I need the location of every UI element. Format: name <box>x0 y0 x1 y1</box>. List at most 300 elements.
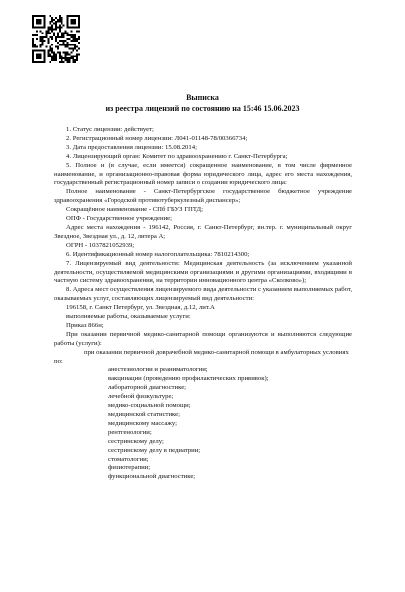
qr-module <box>55 27 57 29</box>
qr-module <box>78 53 80 55</box>
qr-module <box>32 61 34 63</box>
qr-module <box>53 28 55 30</box>
qr-module <box>78 36 80 38</box>
qr-module <box>61 17 63 19</box>
qr-module <box>67 21 69 23</box>
qr-module <box>70 15 72 17</box>
qr-module <box>68 15 70 17</box>
qr-module <box>32 53 34 55</box>
qr-module <box>74 46 76 48</box>
qr-module <box>74 19 76 21</box>
license-status: 1. Статус лицензии: действует; <box>66 126 154 133</box>
qr-module <box>44 57 46 59</box>
qr-module <box>59 19 61 21</box>
qr-module <box>74 34 76 36</box>
qr-module <box>32 57 34 59</box>
qr-module <box>42 50 44 52</box>
qr-module <box>44 36 46 38</box>
qr-module <box>51 19 53 21</box>
qr-module <box>57 32 59 34</box>
qr-module <box>61 27 63 29</box>
qr-module <box>32 50 34 52</box>
org-legal-form: ОПФ - Государственное учреждение; <box>66 215 173 223</box>
qr-code <box>32 15 80 63</box>
qr-module <box>61 21 63 23</box>
qr-module <box>34 34 36 36</box>
qr-module <box>68 27 70 29</box>
qr-module <box>32 23 34 25</box>
qr-module <box>67 53 69 55</box>
qr-module <box>55 59 57 61</box>
qr-module <box>32 51 34 53</box>
qr-module <box>61 19 63 21</box>
qr-module <box>74 15 76 17</box>
qr-module <box>40 23 42 25</box>
qr-module <box>53 59 55 61</box>
qr-module <box>68 53 70 55</box>
qr-module <box>45 36 47 38</box>
qr-module <box>72 59 74 61</box>
qr-module <box>40 53 42 55</box>
qr-module <box>38 57 40 59</box>
qr-module <box>51 28 53 30</box>
qr-module <box>68 61 70 63</box>
service-item: физиотерапии; <box>108 464 151 472</box>
qr-module <box>59 27 61 29</box>
qr-module <box>57 46 59 48</box>
qr-module <box>78 21 80 23</box>
qr-module <box>57 34 59 36</box>
qr-module <box>63 57 65 59</box>
qr-module <box>67 23 69 25</box>
qr-module <box>53 55 55 57</box>
service-item: медико-социальной помощи; <box>108 402 191 410</box>
qr-module <box>74 48 76 50</box>
qr-module <box>67 51 69 53</box>
qr-module <box>74 61 76 63</box>
qr-module <box>32 59 34 61</box>
qr-module <box>55 36 57 38</box>
qr-module <box>36 27 38 29</box>
qr-module <box>67 19 69 21</box>
qr-module <box>78 25 80 27</box>
qr-module <box>65 40 67 42</box>
service-item: функциональной диагностике; <box>108 473 196 481</box>
qr-module <box>59 40 61 42</box>
qr-module <box>55 21 57 23</box>
qr-module <box>70 21 72 23</box>
qr-module <box>36 19 38 21</box>
qr-module <box>55 53 57 55</box>
qr-module <box>38 23 40 25</box>
qr-module <box>70 51 72 53</box>
qr-module <box>74 36 76 38</box>
qr-module <box>72 48 74 50</box>
qr-module <box>70 36 72 38</box>
qr-module <box>57 51 59 53</box>
qr-module <box>78 48 80 50</box>
qr-module <box>67 15 69 17</box>
qr-module <box>45 30 47 32</box>
qr-module <box>34 27 36 29</box>
qr-module <box>44 51 46 53</box>
qr-module <box>47 55 49 57</box>
qr-module <box>36 46 38 48</box>
qr-module <box>44 50 46 52</box>
qr-module <box>32 19 34 21</box>
qr-module <box>40 15 42 17</box>
qr-module <box>40 36 42 38</box>
qr-module <box>44 61 46 63</box>
qr-module <box>72 34 74 36</box>
qr-module <box>55 23 57 25</box>
qr-module <box>34 15 36 17</box>
licensed-activity: 7. Лицензируемый вид деятельности: Медицинская деятельность (за исключением указанной деятельности, осуществляемой медицинскими организациями и другими организациями, входящими в частную систему здравоохранения, на территории инновационного центра «Сколково»); <box>54 259 352 285</box>
qr-module <box>59 17 61 19</box>
qr-module <box>68 34 70 36</box>
qr-module <box>51 38 53 40</box>
qr-module <box>40 55 42 57</box>
qr-module <box>63 51 65 53</box>
qr-module <box>47 28 49 30</box>
qr-module <box>47 38 49 40</box>
qr-module <box>78 30 80 32</box>
qr-module <box>44 40 46 42</box>
qr-module <box>44 19 46 21</box>
qr-module <box>59 44 61 46</box>
qr-module <box>78 42 80 44</box>
qr-module <box>78 38 80 40</box>
qr-module <box>44 55 46 57</box>
qr-module <box>57 48 59 50</box>
qr-module <box>72 27 74 29</box>
qr-module <box>51 21 53 23</box>
service-item: вакцинации (проведению профилактических прививок); <box>108 375 269 383</box>
qr-module <box>70 27 72 29</box>
qr-module <box>40 61 42 63</box>
qr-module <box>44 59 46 61</box>
qr-module <box>32 34 34 36</box>
org-full-name: Полное наименование - Санкт-Петербургское государственное бюджетное учреждение здравоохранения «Городской противотуберкулезный диспансер»; <box>54 188 352 205</box>
qr-module <box>45 32 47 34</box>
qr-module <box>44 25 46 27</box>
qr-module <box>57 27 59 29</box>
qr-module <box>70 44 72 46</box>
service-item: сестринскому делу; <box>108 437 164 445</box>
qr-module <box>55 40 57 42</box>
qr-module <box>59 21 61 23</box>
qr-module <box>49 32 51 34</box>
qr-module <box>36 50 38 52</box>
qr-module <box>32 27 34 29</box>
qr-module <box>74 23 76 25</box>
qr-module <box>36 21 38 23</box>
qr-module <box>32 25 34 27</box>
qr-module <box>51 55 53 57</box>
qr-module <box>51 48 53 50</box>
qr-module <box>63 61 65 63</box>
qr-module <box>63 44 65 46</box>
qr-module <box>38 53 40 55</box>
qr-module <box>59 61 61 63</box>
qr-module <box>36 53 38 55</box>
qr-module <box>61 57 63 59</box>
qr-module <box>34 46 36 48</box>
qr-module <box>40 19 42 21</box>
qr-module <box>40 27 42 29</box>
qr-module <box>72 44 74 46</box>
qr-module <box>49 23 51 25</box>
qr-module <box>49 55 51 57</box>
qr-module <box>74 44 76 46</box>
works-heading: выполняемые работы, оказываемые услуги: <box>66 313 191 321</box>
qr-module <box>72 40 74 42</box>
qr-module <box>34 50 36 52</box>
org-address: Адрес места нахождения - 196142, Россия, г. Санкт-Петербург, вн.тер. г. муниципальный округ Звездное, Звездная ул., д. 12, литера А; <box>54 223 352 240</box>
org-short-name: Сокращённое наименование - СПб ГБУЗ ГПТД; <box>66 206 203 214</box>
qr-module <box>65 59 67 61</box>
qr-module <box>44 17 46 19</box>
service-item: сестринскому делу в педиатрии; <box>108 446 201 454</box>
qr-module <box>78 15 80 17</box>
qr-module <box>61 34 63 36</box>
qr-module <box>44 21 46 23</box>
qr-module <box>78 23 80 25</box>
qr-module <box>59 36 61 38</box>
qr-module <box>32 42 34 44</box>
qr-module <box>67 46 69 48</box>
qr-module <box>68 44 70 46</box>
qr-module <box>72 57 74 59</box>
qr-module <box>70 40 72 42</box>
qr-module <box>76 27 78 29</box>
qr-module <box>36 57 38 59</box>
qr-module <box>70 34 72 36</box>
qr-module <box>47 51 49 53</box>
qr-module <box>59 53 61 55</box>
qr-module <box>63 42 65 44</box>
qr-module <box>40 40 42 42</box>
qr-module <box>38 55 40 57</box>
qr-module <box>67 57 69 59</box>
section-8-intro: 8. Адреса мест осуществления лицензируемого вида деятельности с указанием выполняемых работ, оказываемых услуг, составляющих лицензируемый вид деятельности: <box>54 286 352 303</box>
qr-module <box>76 50 78 52</box>
qr-module <box>47 42 49 44</box>
qr-module <box>34 44 36 46</box>
qr-module <box>42 36 44 38</box>
license-reg-number: 2. Регистрационный номер лицензии: Л041-01148-78/00366734; <box>66 134 248 142</box>
section-5-intro: 5. Полное и (в случае, если имеется) сокращенное наименование, в том числе фирменное наименование, и организационно-правовая форма юридического лица, адрес его места нахождения, государственный регистрационный номер записи о создании юридического лица: <box>54 161 352 187</box>
qr-module <box>40 21 42 23</box>
qr-module <box>61 55 63 57</box>
qr-module <box>59 55 61 57</box>
qr-module <box>51 36 53 38</box>
qr-module <box>76 53 78 55</box>
qr-module <box>36 38 38 40</box>
qr-module <box>42 61 44 63</box>
qr-module <box>76 59 78 61</box>
qr-module <box>63 25 65 27</box>
qr-module <box>65 51 67 53</box>
qr-module <box>59 15 61 17</box>
qr-module <box>65 53 67 55</box>
qr-module <box>67 59 69 61</box>
qr-module <box>59 28 61 30</box>
qr-module <box>70 23 72 25</box>
qr-module <box>72 19 74 21</box>
service-item: анестезиологии и реаниматологии; <box>108 366 208 374</box>
qr-module <box>74 21 76 23</box>
qr-module <box>55 46 57 48</box>
qr-module <box>67 32 69 34</box>
qr-module <box>32 44 34 46</box>
qr-module <box>40 44 42 46</box>
qr-module <box>76 46 78 48</box>
qr-module <box>38 19 40 21</box>
qr-module <box>44 15 46 17</box>
qr-module <box>49 53 51 55</box>
qr-module <box>76 55 78 57</box>
qr-module <box>51 57 53 59</box>
qr-module <box>74 38 76 40</box>
qr-module <box>36 23 38 25</box>
qr-module <box>63 40 65 42</box>
qr-module <box>53 23 55 25</box>
qr-module <box>72 23 74 25</box>
qr-module <box>72 38 74 40</box>
qr-module <box>32 55 34 57</box>
qr-module <box>59 30 61 32</box>
qr-module <box>44 53 46 55</box>
qr-module <box>42 15 44 17</box>
org-ogrn: ОГРН - 1037821052939; <box>66 241 135 249</box>
qr-module <box>32 46 34 48</box>
qr-module <box>72 50 74 52</box>
qr-module <box>67 61 69 63</box>
predoctor-care-intro: при оказании первичной доврачебной медико-санитарной помощи в амбулаторных условиях по: <box>54 348 349 365</box>
qr-module <box>72 55 74 57</box>
qr-module <box>61 36 63 38</box>
qr-module <box>76 15 78 17</box>
qr-module <box>67 34 69 36</box>
qr-module <box>67 44 69 46</box>
qr-module <box>68 38 70 40</box>
qr-module <box>65 32 67 34</box>
qr-module <box>57 36 59 38</box>
qr-module <box>74 59 76 61</box>
qr-module <box>70 48 72 50</box>
qr-module <box>72 36 74 38</box>
qr-module <box>32 21 34 23</box>
qr-module <box>61 40 63 42</box>
document-title: Выписка <box>186 93 219 102</box>
qr-module <box>32 15 34 17</box>
qr-module <box>55 28 57 30</box>
qr-module <box>36 61 38 63</box>
qr-module <box>67 17 69 19</box>
qr-module <box>70 19 72 21</box>
primary-care-intro: При оказании первичной медико-санитарной помощи организуются и выполняются следующие работы (услуги): <box>54 330 352 347</box>
document-title-block <box>0 92 405 114</box>
qr-module <box>67 38 69 40</box>
qr-module <box>57 42 59 44</box>
qr-module <box>40 57 42 59</box>
qr-module <box>76 38 78 40</box>
order-number: Приказ 866н; <box>66 321 104 329</box>
qr-module <box>76 40 78 42</box>
qr-module <box>78 27 80 29</box>
qr-module <box>53 32 55 34</box>
service-item: медицинскому массажу; <box>108 419 178 427</box>
qr-module <box>51 51 53 53</box>
service-item: рентгенологии; <box>108 428 152 436</box>
qr-module <box>72 21 74 23</box>
qr-module <box>49 21 51 23</box>
qr-module <box>36 34 38 36</box>
qr-module <box>68 48 70 50</box>
qr-module <box>67 27 69 29</box>
qr-module <box>78 19 80 21</box>
document-body <box>54 126 352 482</box>
qr-module <box>61 23 63 25</box>
qr-module <box>44 23 46 25</box>
qr-module <box>36 15 38 17</box>
qr-module <box>47 32 49 34</box>
qr-module <box>53 53 55 55</box>
qr-module <box>53 51 55 53</box>
license-authority: 4. Лицензирующий орган: Комитет по здравоохранению г. Санкт-Петербурга; <box>66 152 288 160</box>
qr-module <box>51 59 53 61</box>
qr-module <box>55 38 57 40</box>
qr-module <box>38 15 40 17</box>
qr-module <box>38 61 40 63</box>
qr-module <box>63 34 65 36</box>
qr-module <box>63 32 65 34</box>
qr-module <box>38 50 40 52</box>
qr-module <box>55 55 57 57</box>
qr-module <box>45 46 47 48</box>
qr-module <box>61 32 63 34</box>
qr-module <box>68 57 70 59</box>
qr-module <box>49 61 51 63</box>
qr-module <box>51 30 53 32</box>
qr-module <box>36 55 38 57</box>
qr-module <box>78 17 80 19</box>
qr-module <box>55 17 57 19</box>
qr-module <box>70 57 72 59</box>
qr-module <box>49 50 51 52</box>
qr-module <box>76 57 78 59</box>
qr-module <box>42 32 44 34</box>
qr-module <box>74 40 76 42</box>
qr-module <box>67 42 69 44</box>
qr-module <box>40 38 42 40</box>
qr-module <box>65 57 67 59</box>
service-item: стоматологии; <box>108 455 149 463</box>
qr-module <box>70 55 72 57</box>
qr-module <box>74 27 76 29</box>
qr-module <box>61 61 63 63</box>
qr-module <box>53 19 55 21</box>
qr-module <box>61 59 63 61</box>
activity-address: 196158, г. Санкт Петербург, ул. Звездная, д.12, лит.А <box>66 304 215 312</box>
qr-module <box>47 40 49 42</box>
qr-module <box>70 30 72 32</box>
qr-module <box>49 27 51 29</box>
qr-module <box>68 59 70 61</box>
qr-module <box>51 50 53 52</box>
qr-module <box>59 51 61 53</box>
